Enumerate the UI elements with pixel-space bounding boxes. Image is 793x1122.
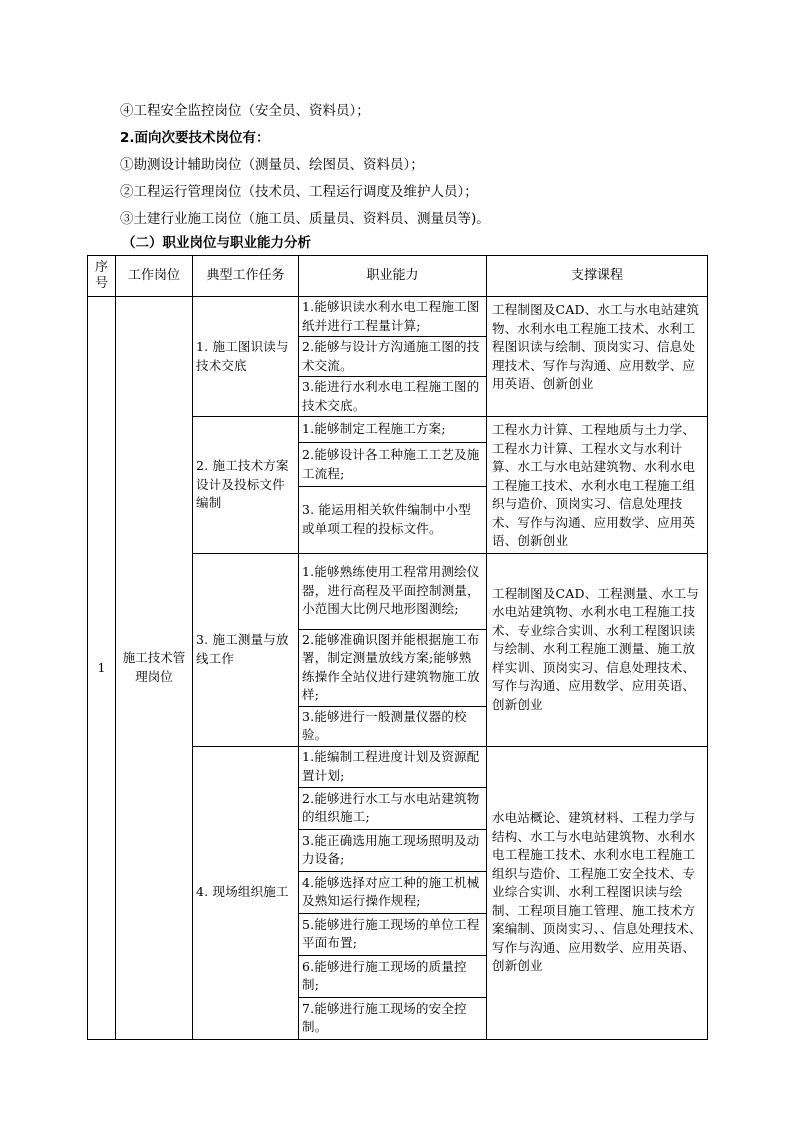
table-header-row (88, 256, 708, 297)
ability-item: 1.能够制定工程施工方案; (299, 417, 487, 443)
task-name: 3. 施工测量与放线工作 (193, 553, 299, 746)
ability-item: 1.能够识读水利水电工程施工图纸并进行工程量计算; (299, 297, 487, 337)
course-list: 工程制图及CAD、工程测量、水工与水电站建筑物、水利水电工程施工技术、专业综合实训、水利工程图识读与绘制、水利工程施工测量、施工放样实训、顶岗实习、信息处理技术、写作与沟通、应用数学、应用英语、创新创业 (487, 553, 708, 746)
header-course: 支撑课程 (487, 256, 708, 297)
ability-item: 4.能够选择对应工种的施工机械及熟知运行操作规程; (299, 871, 487, 913)
intro-heading-secondary: 2.面向次要技术岗位有： (120, 130, 270, 146)
header-serial: 序号 (88, 256, 116, 297)
ability-item: 2.能够与设计方沟通施工图的技术交流。 (299, 337, 487, 377)
intro-line-safety: ④工程安全监控岗位（安全员、资料员）； (120, 103, 370, 119)
row-serial: 1 (88, 297, 116, 1040)
ability-item: 3.能正确选用施工现场照明及动力设备; (299, 829, 487, 871)
ability-item: 7.能够进行施工现场的安全控制。 (299, 997, 487, 1039)
task-name: 2. 施工技术方案设计及投标文件编制 (193, 417, 299, 554)
ability-item: 1.能编制工程进度计划及资源配置计划; (299, 746, 487, 787)
course-list: 工程制图及CAD、水工与水电站建筑物、水利水电工程施工技术、水利工程图识读与绘制、顶岗实习、信息处理技术、写作与沟通、应用数学、应用英语、创新创业 (487, 297, 708, 417)
section-title: （二）职业岗位与职业能力分析 (122, 235, 311, 251)
intro-line-survey: ①勘测设计辅助岗位（测量员、绘图员、资料员）； (120, 157, 424, 173)
ability-item: 3. 能运用相关软件编制中小型或单项工程的投标文件。 (299, 487, 487, 553)
course-list: 水电站概论、建筑材料、工程力学与结构、水工与水电站建筑物、水利水电工程施工技术、水利水电工程施工组织与造价、工程施工安全技术、专业综合实训、水利工程图识读与绘制、工程项目施工管理、施工技术方案编制、顶岗实习、、信息处理技术、写作与沟通、应用数学、应用英语、创新创业 (487, 746, 708, 1039)
task-name: 4. 现场组织施工 (193, 746, 299, 1039)
task-name: 1. 施工图识读与技术交底 (193, 297, 299, 417)
course-list: 工程水力计算、工程地质与土力学、工程水力计算、工程水文与水利计算、水工与水电站建筑物、水利水电工程施工技术、水利水电工程施工组织与造价、顶岗实习、信息处理技术、写作与沟通、应用数学、应用英语、创新创业 (487, 417, 708, 554)
ability-item: 2.能够设计各工种施工工艺及施工流程; (299, 443, 487, 487)
ability-item: 5.能够进行施工现场的单位工程平面布置; (299, 913, 487, 955)
row-position: 施工技术管理岗位 (116, 297, 193, 1040)
ability-item: 6.能够进行施工现场的质量控制; (299, 955, 487, 997)
ability-item: 3.能够进行一般测量仪器的校验。 (299, 706, 487, 746)
ability-analysis-table (87, 255, 708, 1040)
ability-item: 3.能进行水利水电工程施工图的技术交底。 (299, 377, 487, 417)
header-position: 工作岗位 (116, 256, 193, 297)
header-task: 典型工作任务 (193, 256, 299, 297)
ability-item: 1.能够熟练使用工程常用测绘仪器，进行高程及平面控制测量，小范围大比例尺地形图测绘; (299, 553, 487, 629)
ability-item: 2.能够进行水工与水电站建筑物的组织施工; (299, 787, 487, 829)
intro-line-operation: ②工程运行管理岗位（技术员、工程运行调度及维护人员）； (120, 184, 478, 200)
intro-line-construction: ③土建行业施工岗位（施工员、质量员、资料员、测量员等)。 (120, 211, 490, 227)
ability-item: 2.能够准确识图并能根据施工布署，制定测量放线方案;能够熟练操作全站仪进行建筑物施工放样; (299, 629, 487, 706)
header-ability: 职业能力 (299, 256, 487, 297)
table-row (88, 297, 708, 337)
